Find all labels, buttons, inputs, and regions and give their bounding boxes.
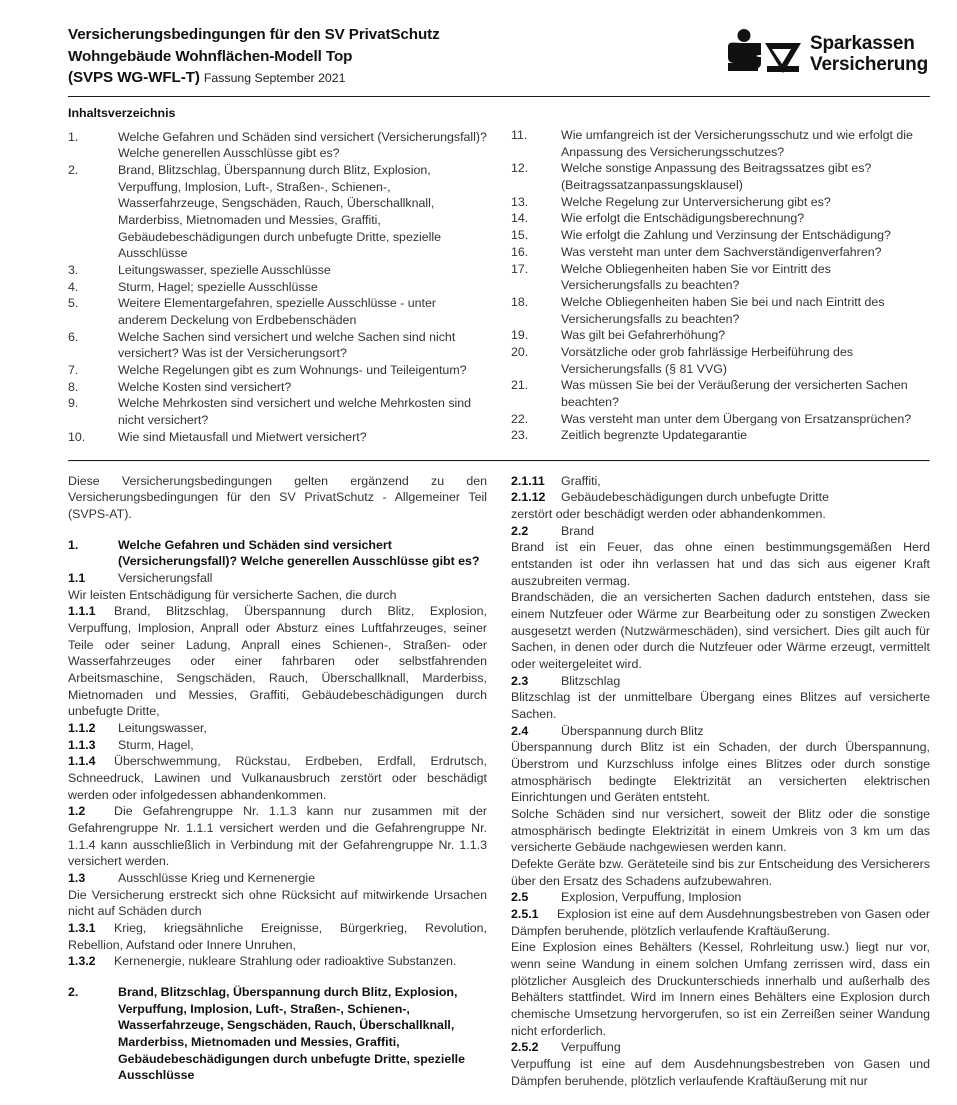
clause-1-3-2-number: 1.3.2 — [68, 954, 96, 969]
clause-2-4-number: 2.4 — [511, 723, 529, 738]
page-title — [68, 22, 440, 89]
paragraph-gap-2 — [68, 970, 487, 984]
section-1-title: Welche Gefahren und Schäden sind versichert (Versicherungsfall)? Welche generellen Ausschlüsse gibt es? — [118, 537, 480, 569]
clause-2-3-text: Blitzschlag — [561, 673, 621, 688]
paragraph-ueberspannung-definition: Überspannung durch Blitz ist ein Schaden, der durch Überspannung, Überstrom und Kurzschluss infolge eines Blitzes oder durch sonstige atmosphärisch bedingte Elektrizität an versicherten elektrischen Einrichtungen und Geräten entsteht. — [511, 740, 930, 805]
clause-1-1-text: Versicherungsfall — [118, 570, 213, 585]
toc-number: 2. — [68, 163, 79, 178]
sparkassen-versicherung-logo — [725, 22, 930, 81]
paragraph-brandschaeden: Brandschäden, die an versicherten Sachen dadurch entstehen, dass sie einem Nutzfeuer oder Wärme zur Bearbeitung oder zu sonstigen Zwecken ausgesetzt werden (Nutzwärmeschäden), sind versichert. Dies gilt auch für Sachen, in denen oder durch die Nutzfeuer oder Wärme erzeugt, vermittelt oder weitergeleitet wird. — [511, 590, 930, 671]
page-content — [68, 22, 930, 1089]
clause-1-1-1 — [68, 603, 487, 720]
toc-entry-15[interactable] — [511, 227, 930, 244]
toc-left-column — [68, 106, 487, 446]
toc-entry-7[interactable] — [68, 362, 487, 379]
body-left-column — [68, 473, 487, 1090]
paragraph-defekte-geraete: Defekte Geräte bzw. Geräteteile sind bis zur Entscheidung des Versicherers über den Ersatz des Schadens aufzubewahren. — [511, 856, 930, 888]
toc-number: 4. — [68, 279, 79, 294]
toc-label: Welche Obliegenheiten haben Sie bei und nach Eintritt des Versicherungsfalls zu beachten? — [561, 294, 885, 326]
clause-2-3 — [511, 673, 930, 690]
clause-1-3-2-text: Kernenergie, nukleare Strahlung oder radioaktive Substanzen. — [114, 954, 457, 969]
document-header — [68, 22, 930, 89]
clause-2-2-text: Brand — [561, 523, 595, 538]
toc-right-column — [511, 106, 930, 446]
toc-entry-21[interactable] — [511, 377, 930, 410]
toc-right-spacer — [511, 106, 930, 127]
clause-1-1-1-number: 1.1.1 — [68, 604, 96, 619]
toc-entry-3[interactable] — [68, 262, 487, 279]
toc-entry-5[interactable] — [68, 295, 487, 328]
toc-label: Weitere Elementargefahren, spezielle Ausschlüsse - unter anderem Deckelung von Erdbebenschäden — [118, 296, 436, 328]
clause-1-1-3 — [68, 737, 487, 754]
toc-label: Leitungswasser, spezielle Ausschlüsse — [118, 263, 331, 278]
toc-entry-22[interactable] — [511, 411, 930, 428]
toc-entry-9[interactable] — [68, 395, 487, 428]
clause-1-1-number: 1.1 — [68, 570, 86, 585]
toc-entry-2[interactable] — [68, 162, 487, 262]
clause-2-5-2 — [511, 1039, 930, 1056]
clause-1-3-2 — [68, 953, 487, 970]
sv-monogram-icon — [725, 28, 803, 81]
paragraph-behaelter: Eine Explosion eines Behälters (Kessel, Rohrleitung usw.) liegt nur vor, wenn seine Wandung in einem solchen Umfang zerrissen wird, dass ein plötzlicher Ausgleich des Druckunterschieds innerhalb und außerhalb des Behälters stattfindet. Wird im Innern eines Behälters eine Explosion durch chemische Umsetzung hervorgerufen, so ist ein Zerreißen seiner Wandung nicht erforderlich. — [511, 940, 930, 1038]
toc-number: 12. — [511, 161, 529, 176]
clause-1-2-text: Die Gefahrengruppe Nr. 1.1.3 kann nur zusammen mit der Gefahrengruppe Nr. 1.1.1 versichert werden und die Gefahrengruppe Nr. 1.1.4 kann ausschließlich in Verbindung mit der Gefahrengruppe Nr. 1.1.3 versichert werden. — [68, 804, 487, 869]
clause-1-3-1 — [68, 920, 487, 953]
toc-label: Zeitlich begrenzte Updategarantie — [561, 428, 747, 443]
title-line-1: Versicherungsbedingungen für den SV PrivatSchutz — [68, 26, 440, 43]
clause-2-2 — [511, 523, 930, 540]
document-code: (SVPS WG-WFL-T) — [68, 69, 200, 87]
clause-2-5-number: 2.5 — [511, 890, 529, 905]
clause-1-3-1-number: 1.3.1 — [68, 920, 96, 935]
toc-label: Wie erfolgt die Zahlung und Verzinsung der Entschädigung? — [561, 228, 891, 243]
toc-number: 8. — [68, 379, 79, 394]
edition-label: Fassung September 2021 — [203, 71, 346, 86]
toc-number: 20. — [511, 344, 529, 359]
clause-1-1-2 — [68, 720, 487, 737]
toc-entry-19[interactable] — [511, 327, 930, 344]
toc-label: Was gilt bei Gefahrerhöhung? — [561, 328, 726, 343]
toc-label: Wie erfolgt die Entschädigungsberechnung? — [561, 211, 805, 226]
logo-wordmark — [810, 34, 928, 74]
toc-entry-14[interactable] — [511, 210, 930, 227]
toc-label: Welche Obliegenheiten haben Sie vor Eintritt des Versicherungsfalls zu beachten? — [561, 261, 831, 293]
clause-2-1-12-text: Gebäudebeschädigungen durch unbefugte Dritte — [561, 490, 829, 505]
toc-number: 7. — [68, 363, 79, 378]
clause-1-3 — [68, 870, 487, 887]
title-line-2: Wohngebäude Wohnflächen-Modell Top — [68, 47, 353, 65]
clause-1-3-1-text: Krieg, kriegsähnliche Ereignisse, Bürgerkrieg, Revolution, Rebellion, Aufstand oder Innere Unruhen, — [68, 920, 487, 952]
clause-1-3-number: 1.3 — [68, 870, 86, 885]
clause-2-5 — [511, 889, 930, 906]
toc-label: Wie sind Mietausfall und Mietwert versichert? — [118, 429, 367, 444]
section-2-title: Brand, Blitzschlag, Überspannung durch Blitz, Explosion, Verpuffung, Implosion, Luft-, Straßen-, Schienen-, Wasserfahrzeuge, Sengschäden, Rauch, Überschallknall, Marderbiss, Mietnomaden und Messies, Graffiti, Gebäudebeschädigungen durch unbefugte Dritte, spezielle Ausschlüsse — [118, 984, 465, 1083]
intro-paragraph: Diese Versicherungsbedingungen gelten ergänzend zu den Versicherungsbedingungen für den SV PrivatSchutz - Allgemeiner Teil (SVPS-AT). — [68, 473, 487, 521]
clause-1-2 — [68, 803, 487, 870]
section-1-number: 1. — [68, 537, 79, 552]
clause-2-1-11-number: 2.1.11 — [511, 473, 545, 488]
logo-word-line-2: Versicherung — [810, 53, 928, 75]
toc-number: 13. — [511, 194, 529, 209]
toc-label: Brand, Blitzschlag, Überspannung durch Blitz, Explosion, Verpuffung, Implosion, Luft-, Straßen-, Schienen-, Wasserfahrzeuge, Sengschäden, Rauch, Überschallknall, Marderbiss, Mietnomaden und Messies, Graffiti, Gebäudebeschädigungen durch unbefugte Dritte, spezielle Ausschlüsse — [118, 163, 442, 261]
clause-1-1-1-text: Brand, Blitzschlag, Überspannung durch Blitz, Explosion, Verpuffung, Implosion, Anprall oder Absturz eines Luftfahrzeuges, seiner Teile oder seiner Ladung, Anprall eines Schienen-, Straßen- oder Wasserfahrzeuges oder einer fahrbaren oder selbstfahrenden Arbeitsmaschine, Sengschäden, Rauch, Überschallknall, Marderbiss, Mietnomaden und Messies, Graffiti, Gebäudebeschädigungen durch unbefugte Dritte, — [68, 604, 487, 719]
clause-2-4 — [511, 723, 930, 740]
toc-entry-4[interactable] — [68, 279, 487, 296]
clause-2-5-1 — [511, 906, 930, 939]
toc-number: 11. — [511, 128, 528, 143]
clause-1-1-4-text: Überschwemmung, Rückstau, Erdbeben, Erdfall, Erdrutsch, Schneedruck, Lawinen und Vulkanausbruch zerstört oder beschädigt werden oder infolgedessen abhandenkommen. — [68, 754, 487, 802]
section-2-heading — [68, 984, 487, 1084]
toc-entry-17[interactable] — [511, 261, 930, 294]
toc-number: 5. — [68, 296, 79, 311]
toc-label: Was versteht man unter dem Sachverständigenverfahren? — [561, 244, 882, 259]
toc-number: 1. — [68, 129, 79, 144]
toc-label: Welche Mehrkosten sind versichert und welche Mehrkosten sind nicht versichert? — [118, 396, 472, 428]
toc-entry-13[interactable] — [511, 194, 930, 211]
clause-2-1-12 — [511, 489, 930, 506]
toc-label: Welche Gefahren und Schäden sind versichert (Versicherungsfall)? Welche generellen Ausschlüsse gibt es? — [118, 129, 487, 161]
toc-number: 10. — [68, 429, 86, 444]
toc-number: 23. — [511, 428, 529, 443]
toc-number: 15. — [511, 228, 529, 243]
body-right-column — [511, 473, 930, 1090]
clause-2-5-1-number: 2.5.1 — [511, 906, 539, 921]
clause-1-2-number: 1.2 — [68, 804, 86, 819]
toc-number: 22. — [511, 411, 529, 426]
paragraph-verpuffung: Verpuffung ist eine auf dem Ausdehnungsbestreben von Gasen und Dämpfen beruhende, plötzlich verlaufende Kraftäußerung mit nur — [511, 1057, 930, 1088]
toc-entry-12[interactable] — [511, 160, 930, 193]
body-columns — [68, 473, 930, 1090]
toc-label: Was versteht man unter dem Übergang von Ersatzansprüchen? — [561, 411, 912, 426]
clause-1-1-4-number: 1.1.4 — [68, 754, 96, 769]
clause-2-5-2-number: 2.5.2 — [511, 1040, 539, 1055]
toc-number: 16. — [511, 244, 529, 259]
title-line-3 — [68, 67, 440, 89]
toc-label: Vorsätzliche oder grob fahrlässige Herbeiführung des Versicherungsfalls (§ 81 VVG) — [561, 344, 854, 376]
toc-number: 19. — [511, 328, 529, 343]
toc-heading: Inhaltsverzeichnis — [68, 105, 176, 120]
toc-label: Sturm, Hagel; spezielle Ausschlüsse — [118, 279, 318, 294]
clause-1-1 — [68, 570, 487, 587]
toc-label: Welche Sachen sind versichert und welche Sachen sind nicht versichert? Was ist der Versicherungsort? — [118, 329, 456, 361]
clause-1-3-text: Ausschlüsse Krieg und Kernenergie — [118, 870, 315, 885]
clause-1-1-2-text: Leitungswasser, — [118, 720, 207, 735]
paragraph-gap — [68, 523, 487, 537]
toc-label: Welche Kosten sind versichert? — [118, 379, 292, 394]
header-divider — [68, 96, 930, 97]
logo-word-line-1: Sparkassen — [810, 33, 915, 55]
table-of-contents — [68, 106, 930, 446]
toc-number: 3. — [68, 263, 79, 278]
paragraph-erstreckt: Die Versicherung erstreckt sich ohne Rücksicht auf mitwirkende Ursachen nicht auf Schäden durch — [68, 887, 487, 919]
toc-entry-1[interactable] — [68, 129, 487, 162]
paragraph-wir-leisten: Wir leisten Entschädigung für versicherte Sachen, die durch — [68, 587, 397, 602]
clause-2-1-12-number: 2.1.12 — [511, 490, 546, 505]
toc-entry-20[interactable] — [511, 344, 930, 377]
toc-entry-6[interactable] — [68, 329, 487, 362]
clause-2-5-text: Explosion, Verpuffung, Implosion — [561, 890, 742, 905]
paragraph-solche-schaeden: Solche Schäden sind nur versichert, soweit der Blitz oder die sonstige atmosphärisch bedingte Elektrizität in einem Umkreis von 3 km um das versicherte Gebäude nachgewiesen werden kann. — [511, 806, 930, 855]
clause-2-3-number: 2.3 — [511, 673, 529, 688]
clause-2-5-1-text: Explosion ist eine auf dem Ausdehnungsbestreben von Gasen oder Dämpfen beruhende, plötzlich verlaufende Kraftäußerung. — [511, 906, 930, 938]
paragraph-brand-definition: Brand ist ein Feuer, das ohne einen bestimmungsgemäßen Herd entstanden ist oder ihn verlassen hat und das sich aus eigener Kraft auszubreiten vermag. — [511, 540, 930, 588]
toc-number: 6. — [68, 329, 79, 344]
section-2-number: 2. — [68, 984, 79, 999]
toc-entry-18[interactable] — [511, 294, 930, 327]
clause-2-1-11-text: Graffiti, — [561, 473, 601, 488]
clause-1-1-2-number: 1.1.2 — [68, 720, 96, 735]
clause-2-4-text: Überspannung durch Blitz — [561, 723, 704, 738]
toc-entry-11[interactable] — [511, 127, 930, 160]
toc-number: 17. — [511, 261, 529, 276]
clause-2-2-number: 2.2 — [511, 523, 529, 538]
section-1-heading — [68, 537, 487, 570]
toc-number: 9. — [68, 396, 79, 411]
toc-number: 18. — [511, 294, 529, 309]
clause-1-1-3-number: 1.1.3 — [68, 737, 96, 752]
toc-label: Welche sonstige Anpassung des Beitragssatzes gibt es? (Beitragssatzanpassungsklausel) — [561, 161, 872, 193]
toc-body-divider — [68, 460, 930, 462]
toc-label: Was müssen Sie bei der Veräußerung der versicherten Sachen beachten? — [561, 378, 908, 409]
toc-entry-10[interactable] — [68, 429, 487, 446]
toc-label: Wie umfangreich ist der Versicherungsschutz und wie erfolgt die Anpassung des Versicherungsschutzes? — [561, 128, 913, 159]
clause-1-1-4 — [68, 753, 487, 803]
toc-entry-16[interactable] — [511, 244, 930, 261]
toc-number: 21. — [511, 378, 529, 393]
toc-entry-23[interactable] — [511, 427, 930, 444]
toc-number: 14. — [511, 211, 529, 226]
toc-label: Welche Regelungen gibt es zum Wohnungs- und Teileigentum? — [118, 363, 467, 378]
clause-2-5-2-text: Verpuffung — [561, 1040, 621, 1055]
toc-label: Welche Regelung zur Unterversicherung gibt es? — [561, 194, 831, 209]
paragraph-blitzschlag-definition: Blitzschlag ist der unmittelbare Übergang eines Blitzes auf versicherte Sachen. — [511, 690, 930, 721]
clause-2-1-11 — [511, 473, 930, 490]
toc-entry-8[interactable] — [68, 379, 487, 396]
paragraph-zerstoert: zerstört oder beschädigt werden oder abhandenkommen. — [511, 506, 826, 521]
clause-1-1-3-text: Sturm, Hagel, — [118, 737, 194, 752]
